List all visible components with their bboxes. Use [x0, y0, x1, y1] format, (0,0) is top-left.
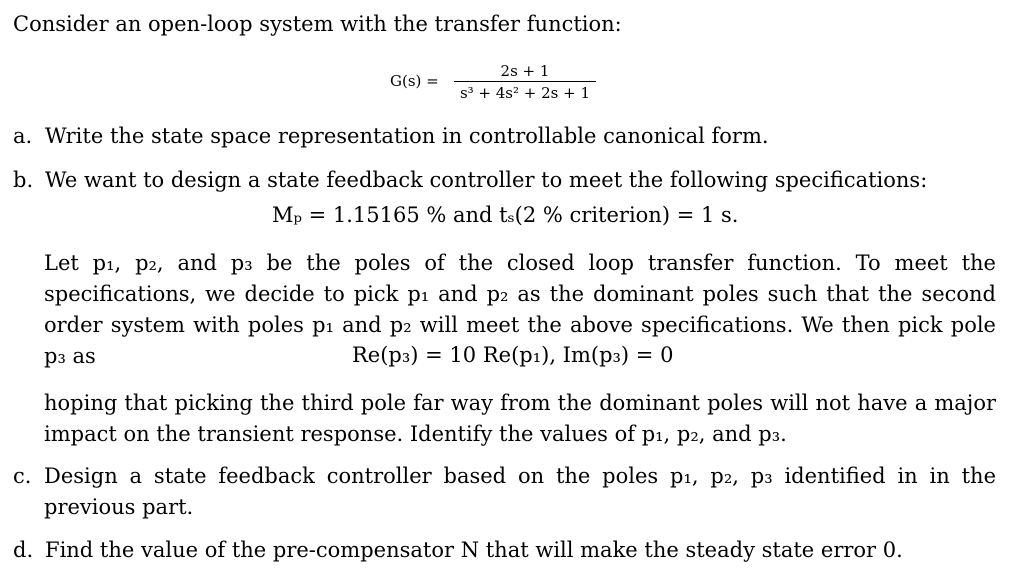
part-a-marker: a.: [13, 124, 33, 148]
part-c-marker: c.: [13, 464, 32, 488]
part-d-marker: d.: [13, 538, 34, 562]
part-a-text: Write the state space representation in controllable canonical form.: [45, 124, 769, 148]
part-c-text: Design a state feedback controller based on the poles p₁, p₂, p₃ identified in in the previous part.: [44, 464, 996, 519]
transfer-function-denominator: s³ + 4s² + 2s + 1: [459, 84, 591, 102]
part-b-paragraph-1: Let p₁, p₂, and p₃ be the poles of the closed loop transfer function. To meet the specifications, we decide to pick p₁ and p₂ as the dominant poles such that the second order system with poles p₁ and p₂ will meet the above specifications. We then pick pole p₃ as: [44, 251, 996, 368]
transfer-function-numerator: 2s + 1: [500, 62, 550, 80]
specifications-equation: Mₚ = 1.15165 % and tₛ(2 % criterion) = 1 s.: [272, 203, 739, 227]
transfer-function-equation: [390, 62, 610, 106]
part-b-paragraph-2: hoping that picking the third pole far way from the dominant poles will not have a major impact on the transient response. Identify the values of p₁, p₂, and p₃.: [44, 391, 996, 446]
part-b-marker: b.: [13, 168, 34, 192]
part-a: [13, 121, 769, 152]
part-b-text: We want to design a state feedback controller to meet the following specifications:: [45, 168, 928, 192]
intro-text: Consider an open-loop system with the transfer function:: [13, 12, 622, 36]
part-d: [13, 535, 903, 566]
part-c: [13, 461, 997, 523]
pole-placement-equation: Re(p₃) = 10 Re(p₁), Im(p₃) = 0: [352, 343, 674, 367]
fraction-bar: [454, 81, 596, 82]
transfer-function-lhs: G(s) =: [390, 72, 439, 90]
part-b: [13, 165, 927, 196]
transfer-function-fraction: [454, 62, 596, 102]
part-d-text: Find the value of the pre-compensator N that will make the steady state error 0.: [45, 538, 903, 562]
